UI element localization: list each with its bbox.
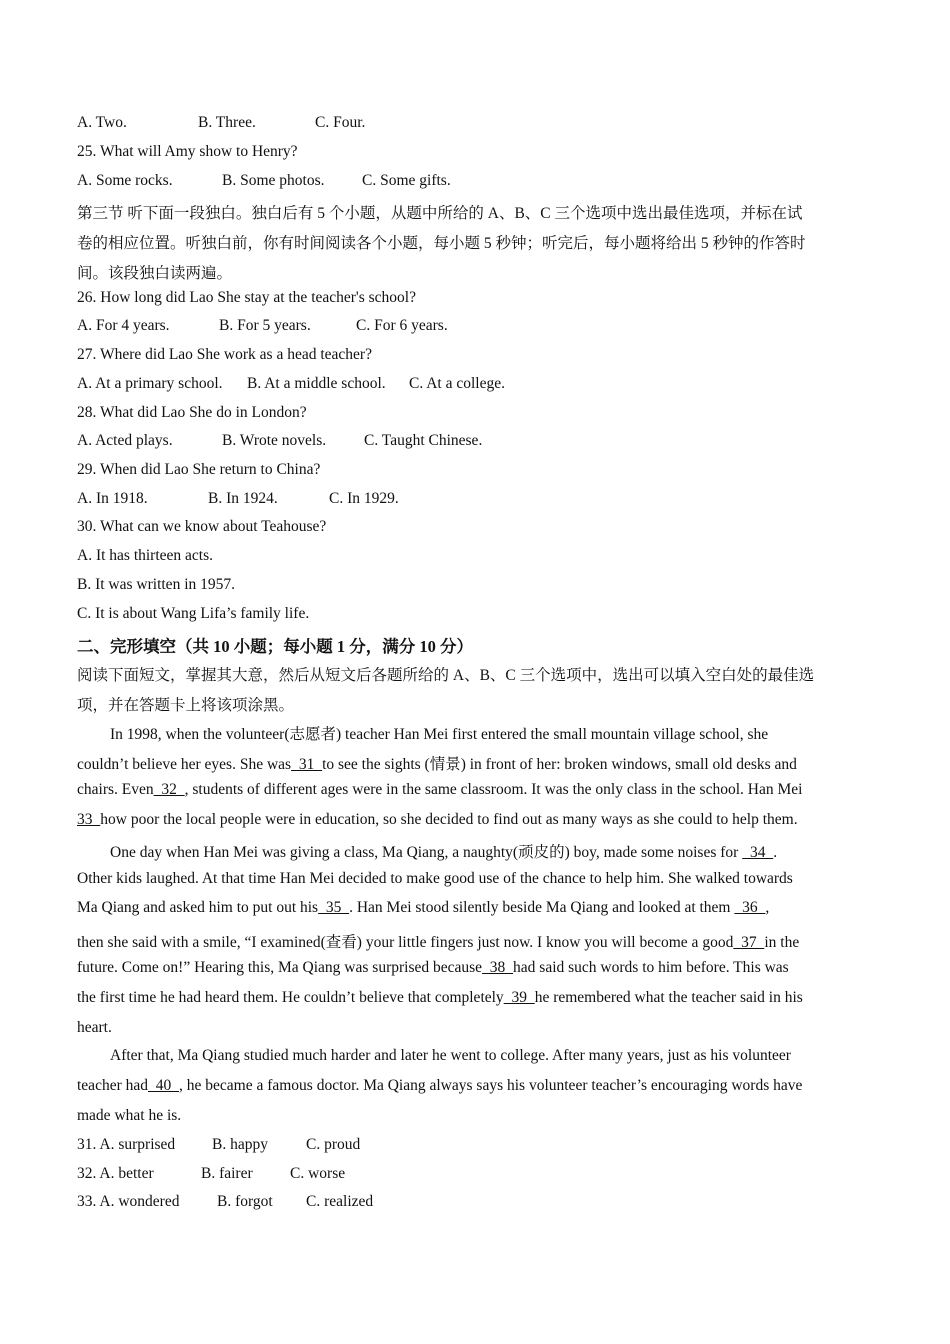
passage-p2-line2: Other kids laughed. At that time Han Mei decided to make good use of the chance to help him. She walked towards <box>77 870 793 887</box>
passage-p1-line1: In 1998, when the volunteer(志愿者) teacher Han Mei first entered the small mountain village school, she <box>110 726 769 743</box>
q30-question: 30. What can we know about Teahouse? <box>77 518 327 535</box>
passage-text: to see the sights (情景) in front of her: broken windows, small old desks and <box>322 756 797 773</box>
q25-question: 25. What will Amy show to Henry? <box>77 143 298 160</box>
q28-option-a: A. Acted plays. <box>77 432 173 449</box>
q33-option-b: B. forgot <box>217 1193 273 1210</box>
cloze-heading: 二、完形填空（共 10 小题；每小题 1 分，满分 10 分） <box>77 637 473 656</box>
passage-p2-line5 <box>77 959 789 977</box>
q24-option-b: B. Three. <box>198 114 256 131</box>
q25-option-b: B. Some photos. <box>222 172 325 189</box>
passage-text: in the <box>764 934 800 951</box>
q27-option-a: A. At a primary school. <box>77 375 223 392</box>
q25-option-c: C. Some gifts. <box>362 172 451 189</box>
q32-option-c: C. worse <box>290 1165 346 1182</box>
blank-36: 36 <box>734 899 766 916</box>
blank-38: 38 <box>482 959 514 976</box>
blank-40: 40 <box>148 1077 179 1094</box>
blank-34: 34 <box>742 844 774 861</box>
passage-text: , <box>765 899 770 916</box>
section3-instruction-line1: 第三节 听下面一段独白。独白后有 5 个小题，从题中所给的 A、B、C 三个选项中选出最佳选项，并标在试 <box>77 205 803 222</box>
section3-instruction-line3: 间。该段独白读两遍。 <box>77 265 233 282</box>
passage-text: how poor the local people were in education, so she decided to find out as many ways as she could to help them. <box>100 811 798 828</box>
passage-p1-line2 <box>77 752 797 774</box>
q32-option-b: B. fairer <box>201 1165 253 1182</box>
passage-text: , students of different ages were in the same classroom. It was the only class in the school. Han Mei <box>184 781 803 798</box>
cloze-instruction-line1: 阅读下面短文，掌握其大意，然后从短文后各题所给的 A、B、C 三个选项中，选出可以填入空白处的最佳选 <box>77 667 815 684</box>
cloze-instruction-line2: 项，并在答题卡上将该项涂黑。 <box>77 697 295 714</box>
q24-option-c: C. Four. <box>315 114 366 131</box>
passage-text: future. Come on!” Hearing this, Ma Qiang was surprised because <box>77 959 483 976</box>
q27-option-b: B. At a middle school. <box>247 375 386 392</box>
q29-question: 29. When did Lao She return to China? <box>77 461 321 478</box>
q28-question: 28. What did Lao She do in London? <box>77 404 307 421</box>
q26-option-a: A. For 4 years. <box>77 317 170 334</box>
passage-p3-line2 <box>77 1077 802 1095</box>
q31-option-a: 31. A. surprised <box>77 1136 176 1153</box>
passage-text: the first time he had heard them. He couldn’t believe that completely <box>77 989 504 1006</box>
q29-option-a: A. In 1918. <box>77 490 148 507</box>
q28-option-b: B. Wrote novels. <box>222 432 327 449</box>
passage-p2-line6 <box>77 989 803 1007</box>
q29-option-b: B. In 1924. <box>208 490 278 507</box>
passage-text: teacher had <box>77 1077 148 1094</box>
blank-35: 35 <box>318 899 350 916</box>
q24-option-a: A. Two. <box>77 114 127 131</box>
q33-option-a: 33. A. wondered <box>77 1193 180 1210</box>
passage-p1-line4 <box>77 811 798 829</box>
passage-text: chairs. Even <box>77 781 154 798</box>
q26-option-c: C. For 6 years. <box>356 317 448 334</box>
q31-option-b: B. happy <box>212 1136 268 1153</box>
q26-option-b: B. For 5 years. <box>219 317 311 334</box>
passage-text: he remembered what the teacher said in his <box>534 989 803 1006</box>
passage-text: then she said with a smile, “I examined(查看) your little fingers just now. I know you will become a good <box>77 934 734 951</box>
passage-p3-line1: After that, Ma Qiang studied much harder and later he went to college. After many years, just as his volunteer <box>110 1047 791 1064</box>
passage-p2-line1 <box>110 840 777 862</box>
passage-p2-line4 <box>77 930 799 952</box>
passage-text: One day when Han Mei was giving a class, Ma Qiang, a naughty(顽皮的) boy, made some noises for <box>110 844 743 861</box>
passage-text: . Han Mei stood silently beside Ma Qiang and looked at them <box>349 899 735 916</box>
q30-option-a: A. It has thirteen acts. <box>77 547 214 564</box>
q26-question: 26. How long did Lao She stay at the teacher's school? <box>77 289 416 306</box>
passage-p3-line3: made what he is. <box>77 1107 182 1124</box>
blank-31: 31 <box>291 756 323 773</box>
passage-p2-line3 <box>77 899 769 917</box>
passage-p1-line3 <box>77 781 802 799</box>
q27-option-c: C. At a college. <box>409 375 505 392</box>
q30-option-b: B. It was written in 1957. <box>77 576 235 593</box>
q27-question: 27. Where did Lao She work as a head teacher? <box>77 346 372 363</box>
q29-option-c: C. In 1929. <box>329 490 399 507</box>
passage-text: Ma Qiang and asked him to put out his <box>77 899 319 916</box>
blank-32: 32 <box>153 781 185 798</box>
passage-p2-line7: heart. <box>77 1019 112 1036</box>
passage-text: , he became a famous doctor. Ma Qiang always says his volunteer teacher’s encouraging words have <box>179 1077 803 1094</box>
blank-39: 39 <box>503 989 535 1006</box>
passage-text: . <box>773 844 778 861</box>
q25-option-a: A. Some rocks. <box>77 172 173 189</box>
q30-option-c: C. It is about Wang Lifa’s family life. <box>77 605 310 622</box>
blank-33: 33 <box>77 811 101 828</box>
q33-option-c: C. realized <box>306 1193 374 1210</box>
passage-text: couldn’t believe her eyes. She was <box>77 756 292 773</box>
q28-option-c: C. Taught Chinese. <box>364 432 483 449</box>
q32-option-a: 32. A. better <box>77 1165 154 1182</box>
passage-text: had said such words to him before. This was <box>513 959 789 976</box>
q31-option-c: C. proud <box>306 1136 361 1153</box>
section3-instruction-line2: 卷的相应位置。听独白前，你有时间阅读各个小题，每小题 5 秒钟；听完后，每小题将给出 5 秒钟的作答时 <box>77 235 806 252</box>
blank-37: 37 <box>733 934 765 951</box>
